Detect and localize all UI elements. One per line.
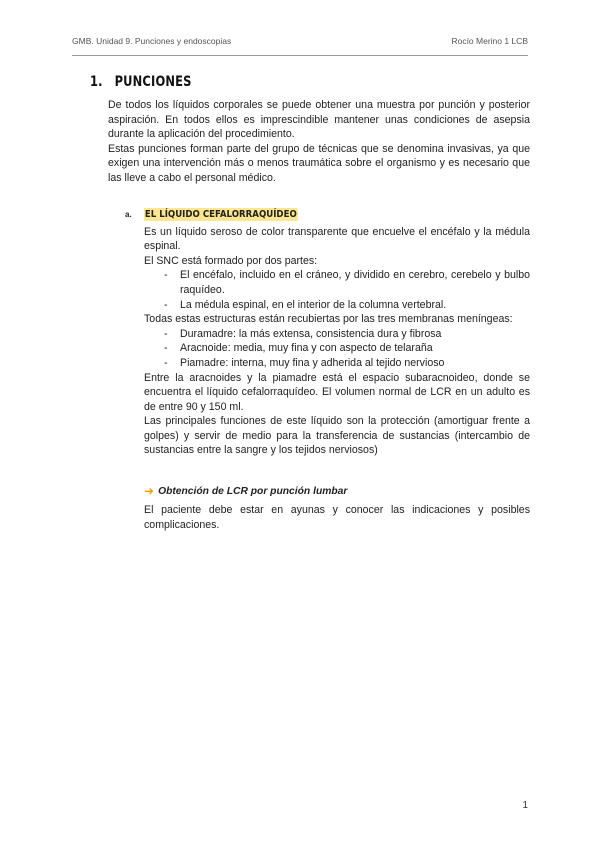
list-item: - La médula espinal, en el interior de la columna vertebral. (164, 298, 530, 313)
snc-intro: El SNC está formado por dos partes: (144, 254, 318, 267)
obtencion-title (144, 484, 530, 498)
section-title-text: PUNCIONES (114, 74, 192, 90)
page-header (72, 36, 528, 46)
meninges-intro: Todas estas estructuras están recubiertas por las tres membranas meníngeas: (144, 313, 513, 326)
snc-parts-list (144, 268, 530, 312)
functions-paragraph: Las principales funciones de este líquido son la protección (amortiguar frente a golpes) y servir de medio para la transferencia de sustancias (intercambio de sustancias entre la sangre y los tejidos nerviosos) (144, 415, 530, 457)
obtencion-section (144, 484, 530, 532)
header-right: Rocío Merino 1 LCB (451, 36, 528, 46)
section-number: 1. (90, 74, 103, 90)
list-item: - Aracnoide: media, muy fina y con aspecto de telaraña (164, 341, 530, 356)
subsection-lcr (126, 208, 530, 533)
list-item: - Duramadre: la más extensa, consistencia dura y fibrosa (164, 327, 530, 342)
obtencion-text: El paciente debe estar en ayunas y conocer las indicaciones y posibles complicaciones. (144, 504, 530, 531)
header-divider (72, 55, 528, 56)
page-number: 1 (522, 800, 528, 811)
obtencion-title-text: Obtención de LCR por punción lumbar (158, 485, 348, 497)
section-title (90, 70, 451, 90)
lcr-definition: Es un líquido seroso de color transparente que encuelve el encéfalo y la médula espinal. (144, 225, 530, 253)
subsection-letter: a. (125, 209, 132, 219)
arrow-right-icon: ➜ (144, 484, 155, 499)
section-intro (108, 98, 530, 186)
header-left: GMB. Unidad 9. Punciones y endoscopias (72, 36, 232, 46)
document-body (90, 70, 530, 532)
intro-paragraph-2: Estas punciones forman parte del grupo de técnicas que se denomina invasivas, ya que exigen una intervención más o menos traumática sobre el organismo y es necesario que las lleve a cabo el personal médico. (108, 142, 530, 184)
intro-paragraph-1: De todos los líquidos corporales se puede obtener una muestra por punción y posterior aspiración. En todos ellos es imprescindible mantener unas condiciones de asepsia durante la aplicación del procedimiento. (108, 99, 530, 141)
subsection-body (144, 225, 530, 459)
subsection-title-text: EL LÍQUIDO CEFALORRAQUÍDEO (144, 208, 297, 220)
list-item: - El encéfalo, incluido en el cráneo, y dividido en cerebro, cerebelo y bulbo raquídeo. (164, 268, 530, 297)
meninges-list (144, 327, 530, 371)
subarachnoid-paragraph: Entre la aracnoides y la piamadre está el espacio subaracnoideo, donde se encuentra el líquido cefalorraquídeo. El volumen normal de LCR en un adulto es de entre 90 y 150 ml. (144, 371, 530, 413)
list-item: - Piamadre: interna, muy fina y adherida al tejido nervioso (164, 356, 530, 371)
subsection-title (126, 208, 530, 221)
